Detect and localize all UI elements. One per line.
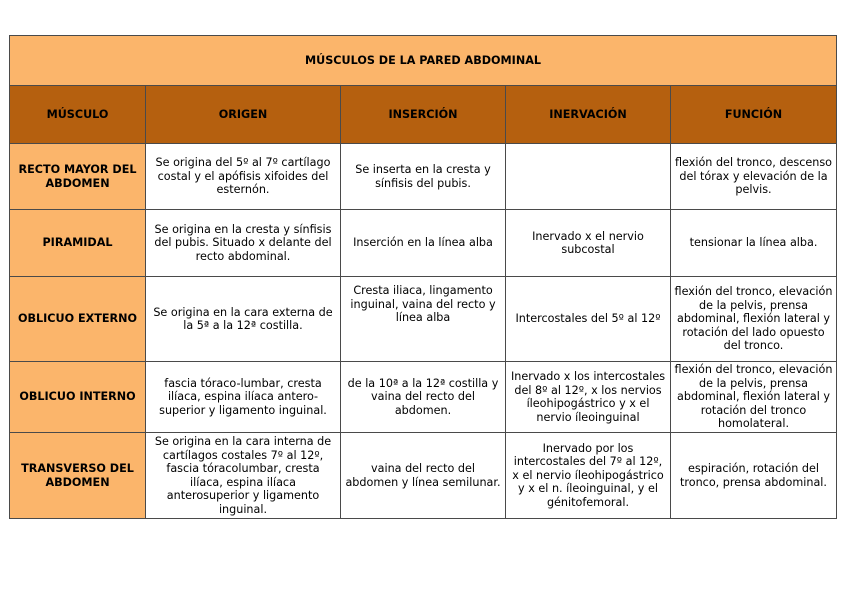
muscles-table <box>9 35 837 519</box>
origin-cell: Se origina en la cara externa de la 5ª a la 12ª costilla. <box>146 277 341 362</box>
origin-cell: Se origina en la cresta y sínfisis del pubis. Situado x delante del recto abdominal. <box>146 210 341 277</box>
muscle-name: PIRAMIDAL <box>10 210 146 277</box>
insertion-cell: vaina del recto del abdomen y línea semilunar. <box>341 433 506 519</box>
innervation-cell: Inervado x los intercostales del 8º al 12º, x los nervios íleohipogástrico y x el nervio íleoinguinal <box>506 362 671 433</box>
header-row <box>10 86 837 144</box>
innervation-cell: Inervado x el nervio subcostal <box>506 210 671 277</box>
table-row <box>10 433 837 519</box>
title-row <box>10 36 837 86</box>
function-cell: tensionar la línea alba. <box>671 210 837 277</box>
innervation-cell: Intercostales del 5º al 12º <box>506 277 671 362</box>
table-title: MÚSCULOS DE LA PARED ABDOMINAL <box>10 36 837 86</box>
origin-cell: Se origina del 5º al 7º cartílago costal y el apófisis xifoides del esternón. <box>146 144 341 210</box>
origin-cell: Se origina en la cara interna de cartílagos costales 7º al 12º, fascia tóracolumbar, cresta ilíaca, espina ilíaca anterosuperior y ligamento inguinal. <box>146 433 341 519</box>
muscle-name: OBLICUO EXTERNO <box>10 277 146 362</box>
insertion-cell: Inserción en la línea alba <box>341 210 506 277</box>
muscle-name: OBLICUO INTERNO <box>10 362 146 433</box>
function-cell: espiración, rotación del tronco, prensa abdominal. <box>671 433 837 519</box>
innervation-cell: Inervado por los intercostales del 7º al 12º, x el nervio íleohipogástrico y x el n. íleoinguinal, y el génitofemoral. <box>506 433 671 519</box>
header-muscle: MÚSCULO <box>10 86 146 144</box>
function-cell: flexión del tronco, descenso del tórax y elevación de la pelvis. <box>671 144 837 210</box>
insertion-cell: de la 10ª a la 12ª costilla y vaina del recto del abdomen. <box>341 362 506 433</box>
table-row <box>10 144 837 210</box>
table-row <box>10 210 837 277</box>
origin-cell: fascia tóraco-lumbar, cresta ilíaca, espina ilíaca antero-superior y ligamento inguinal. <box>146 362 341 433</box>
insertion-cell: Se inserta en la cresta y sínfisis del pubis. <box>341 144 506 210</box>
header-function: FUNCIÓN <box>671 86 837 144</box>
header-innervation: INERVACIÓN <box>506 86 671 144</box>
muscle-name: TRANSVERSO DEL ABDOMEN <box>10 433 146 519</box>
table-row <box>10 362 837 433</box>
function-cell: flexión del tronco, elevación de la pelvis, prensa abdominal, flexión lateral y rotación del lado opuesto del tronco. <box>671 277 837 362</box>
innervation-cell <box>506 144 671 210</box>
header-insertion: INSERCIÓN <box>341 86 506 144</box>
insertion-cell: Cresta iliaca, lingamento inguinal, vaina del recto y línea alba <box>341 277 506 362</box>
header-origin: ORIGEN <box>146 86 341 144</box>
muscle-name: RECTO MAYOR DEL ABDOMEN <box>10 144 146 210</box>
function-cell: flexión del tronco, elevación de la pelvis, prensa abdominal, flexión lateral y rotación del tronco homolateral. <box>671 362 837 433</box>
table-row <box>10 277 837 362</box>
